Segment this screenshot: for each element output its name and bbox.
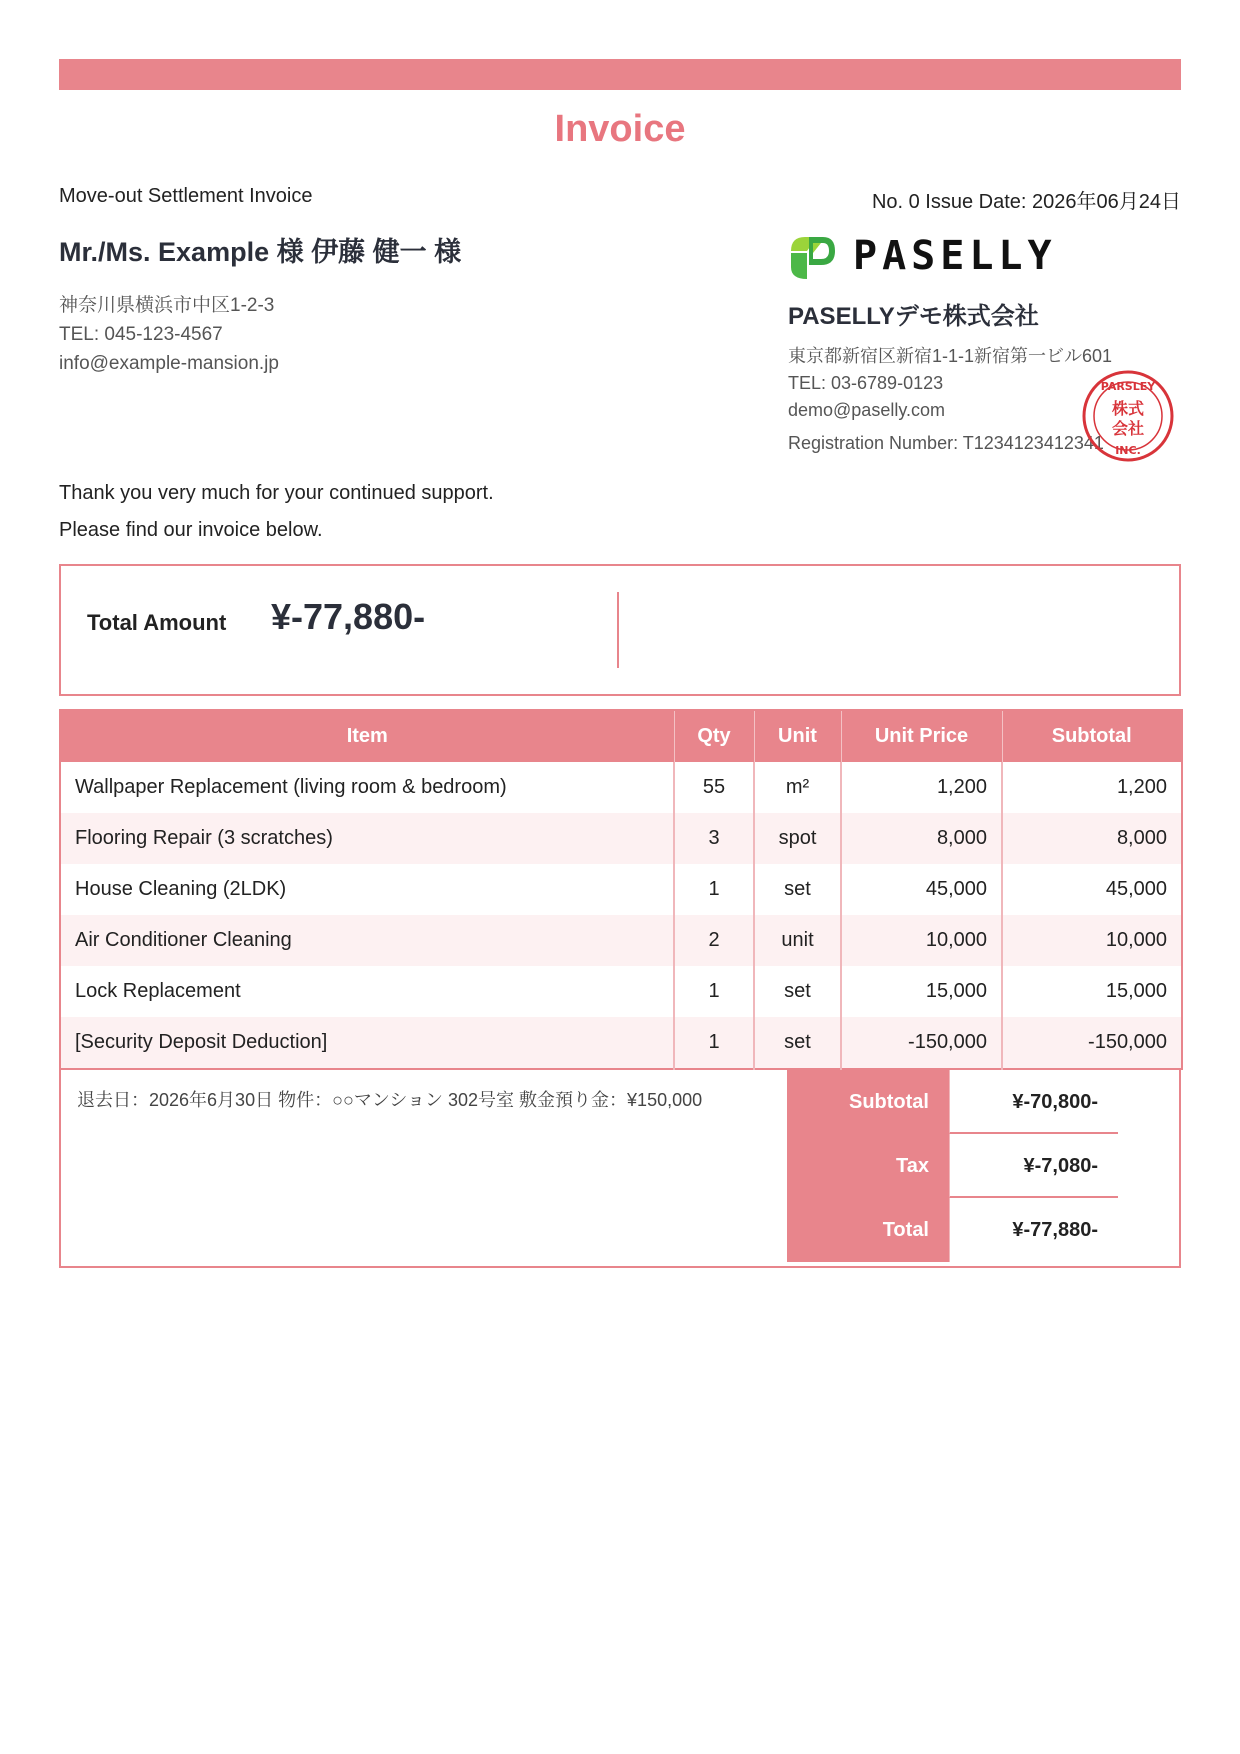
customer-tel: TEL: 045-123-4567: [59, 324, 223, 345]
cell-subtotal: 15,000: [1002, 966, 1182, 1017]
cell-unit: unit: [754, 915, 841, 966]
customer-address: 神奈川県横浜市中区1-2-3: [59, 295, 275, 316]
cell-item: House Cleaning (2LDK): [75, 878, 287, 900]
svg-text:株式: 株式: [1111, 399, 1145, 418]
cell-item: Flooring Repair (3 scratches): [60, 813, 674, 864]
company-name: PASELLYデモ株式会社: [788, 303, 1039, 330]
subtotal-row: [787, 1070, 1118, 1134]
logo-wordmark: PASELLY: [853, 233, 1057, 279]
header-unit: Unit: [754, 710, 841, 762]
table-row: [60, 762, 1182, 813]
header-accent-bar: [59, 59, 1181, 90]
company-address: 東京都新宿区新宿1-1-1新宿第一ビル601: [788, 346, 1113, 366]
company-tel: TEL: 03-6789-0123: [788, 373, 944, 393]
header-unit-price: Unit Price: [841, 710, 1002, 762]
subtotal-value: ¥-70,800-: [949, 1070, 1118, 1134]
greeting-line-1: Thank you very much for your continued support.: [59, 482, 494, 504]
cell-unit-price: 15,000: [841, 966, 1002, 1017]
customer-email: info@example-mansion.jp: [59, 353, 279, 374]
table-row: [60, 1017, 1182, 1069]
table-row: [60, 915, 1182, 966]
cell-unit-price: 8,000: [841, 813, 1002, 864]
total-amount-value: ¥-77,880-: [271, 596, 426, 637]
header-item: Item: [60, 710, 674, 762]
cell-unit: set: [754, 1017, 841, 1069]
invoice-number-and-date: No. 0 Issue Date: 2026年06月24日: [871, 191, 1181, 213]
tax-value: ¥-7,080-: [949, 1134, 1118, 1198]
svg-text:会社: 会社: [1111, 419, 1145, 438]
cell-subtotal: -150,000: [1002, 1017, 1182, 1069]
grand-total-row: [787, 1198, 1118, 1262]
cell-item: [Security Deposit Deduction]: [60, 1017, 674, 1069]
cell-unit: set: [754, 966, 841, 1017]
company-email: demo@paselly.com: [788, 400, 945, 420]
cell-subtotal: 1,200: [1002, 762, 1182, 813]
total-amount-box: [59, 564, 1181, 696]
company-seal-stamp-icon: [1080, 368, 1176, 464]
svg-text:PARSLEY: PARSLEY: [1100, 380, 1156, 393]
cell-subtotal: 45,000: [1002, 864, 1182, 915]
line-items-table: [59, 709, 1183, 1070]
tax-label: Tax: [787, 1134, 949, 1198]
cell-unit-price: 10,000: [841, 915, 1002, 966]
leaf-logo-icon: [787, 231, 839, 283]
table-row: [60, 813, 1182, 864]
header-subtotal: Subtotal: [1002, 710, 1182, 762]
cell-item: Air Conditioner Cleaning: [60, 915, 674, 966]
cell-qty: 55: [674, 762, 754, 813]
cell-qty: 2: [674, 915, 754, 966]
company-details: [788, 343, 1112, 457]
subtotal-label: Subtotal: [787, 1070, 949, 1134]
tax-row: [787, 1134, 1118, 1198]
remarks-text: 退去日：2026年6月30日 物件：○○マンション 302号室 敷金預り金：¥150,000: [77, 1090, 703, 1110]
cell-unit-price: 1,200: [841, 762, 1002, 813]
registration-number: Registration Number: T1234123412341: [788, 433, 1104, 453]
page-title: Invoice: [554, 108, 686, 150]
cell-unit: spot: [754, 813, 841, 864]
cell-unit-price: 45,000: [841, 864, 1002, 915]
grand-total-label: Total: [787, 1198, 949, 1262]
cell-qty: 1: [674, 864, 754, 915]
cell-unit-price: -150,000: [841, 1017, 1002, 1069]
cell-item: Wallpaper Replacement (living room & bedroom): [75, 776, 507, 798]
table-row: [60, 966, 1182, 1017]
company-logo: [787, 231, 1087, 285]
cell-qty: 3: [674, 813, 754, 864]
cell-subtotal: 10,000: [1002, 915, 1182, 966]
customer-name: Mr./Ms. Example 様 伊藤 健一 様: [59, 237, 462, 267]
cell-unit: m²: [754, 762, 841, 813]
total-box-divider: [617, 592, 619, 668]
grand-total-value: ¥-77,880-: [949, 1198, 1118, 1262]
cell-unit: set: [754, 864, 841, 915]
cell-qty: 1: [674, 966, 754, 1017]
cell-subtotal: 8,000: [1002, 813, 1182, 864]
greeting-message: [59, 475, 494, 549]
customer-details: [59, 291, 279, 378]
document-type: Move-out Settlement Invoice: [59, 185, 313, 207]
cell-qty: 1: [674, 1017, 754, 1069]
greeting-line-2: Please find our invoice below.: [59, 519, 323, 541]
table-header-row: [60, 710, 1182, 762]
table-row: [60, 864, 1182, 915]
cell-item: Lock Replacement: [75, 980, 241, 1002]
header-qty: Qty: [674, 710, 754, 762]
svg-text:INC.: INC.: [1115, 444, 1141, 457]
total-amount-label: Total Amount: [87, 610, 227, 635]
